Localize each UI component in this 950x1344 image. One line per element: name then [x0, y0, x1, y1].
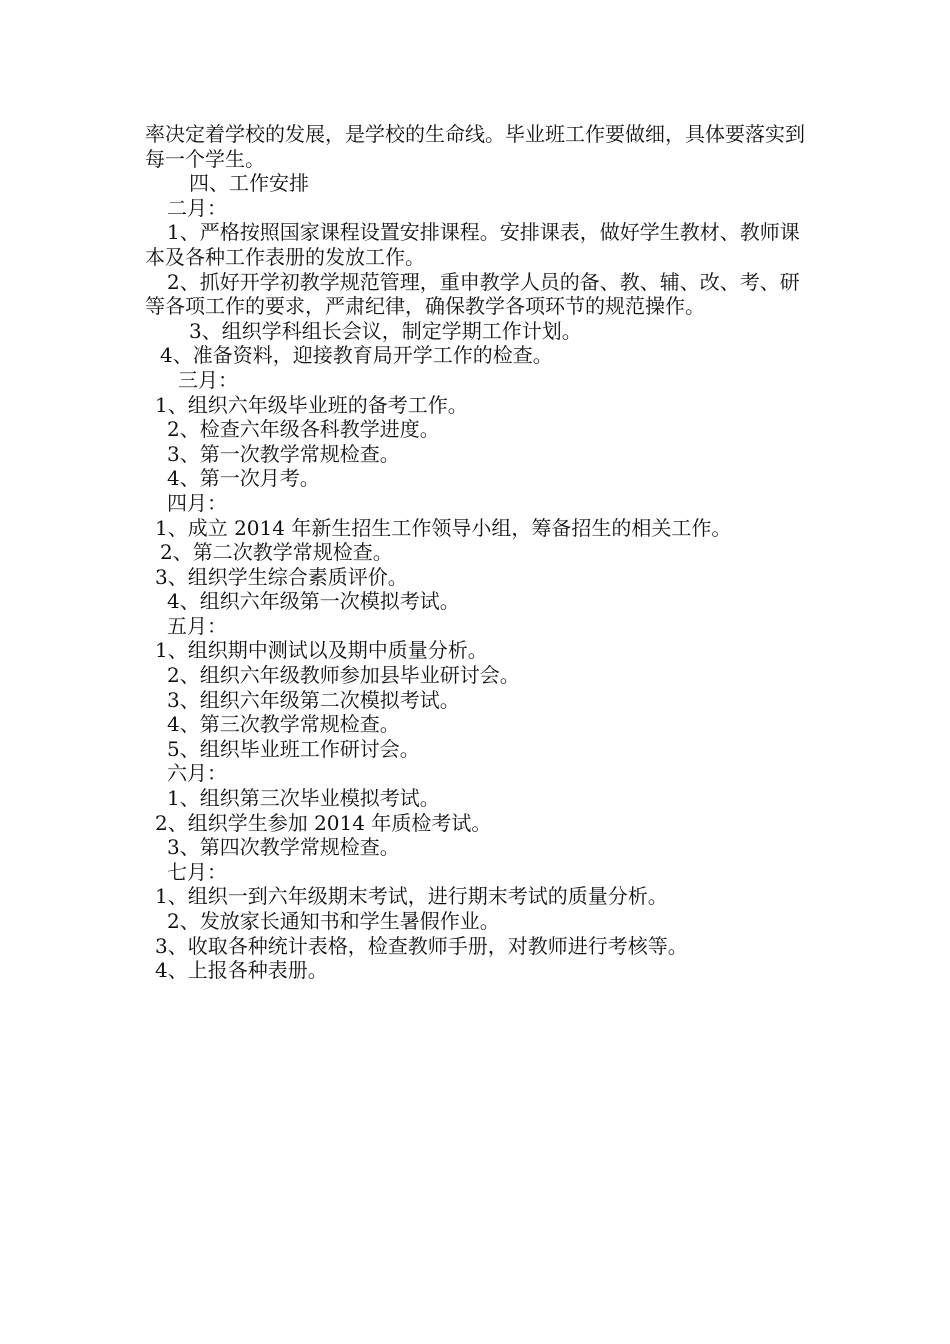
list-item: 4、第三次教学常规检查。 [167, 712, 400, 737]
list-item: 1、组织第三次毕业模拟考试。 [167, 786, 440, 811]
list-item: 3、收取各种统计表格，检查教师手册，对教师进行考核等。 [155, 933, 688, 958]
list-item: 3、组织六年级第二次模拟考试。 [167, 687, 460, 712]
month-label-mar: 三月： [178, 367, 238, 392]
intro-paragraph: 率决定着学校的发展，是学校的生命线。毕业班工作要做细，具体要落实到每一个学生。 [145, 122, 805, 171]
list-item: 1、组织期中测试以及期中质量分析。 [155, 638, 488, 663]
list-item: 1、组织六年级毕业班的备考工作。 [155, 392, 468, 417]
list-item: 1、组织一到六年级期末考试，进行期末考试的质量分析。 [155, 884, 668, 909]
list-item: 4、上报各种表册。 [155, 958, 328, 983]
list-item: 1、严格按照国家课程设置安排课程。安排课表，做好学生教材、教师课本及各种工作表册的发放工作。 [145, 220, 800, 269]
list-item: 5、组织毕业班工作研讨会。 [167, 736, 420, 761]
month-label-may: 五月： [167, 613, 227, 638]
month-label-jun: 六月： [167, 761, 227, 786]
list-item: 2、组织学生参加 2014 年质检考试。 [155, 810, 492, 835]
list-item: 2、检查六年级各科教学进度。 [167, 417, 440, 442]
month-label-feb: 二月： [167, 195, 227, 220]
list-item: 2、抓好开学初教学规范管理，重申教学人员的备、教、辅、改、考、研等各项工作的要求，严肃纪律，确保教学各项环节的规范操作。 [145, 269, 800, 319]
document-body [145, 122, 815, 983]
list-item: 4、第一次月考。 [167, 466, 320, 491]
list-item: 3、组织学科组长会议，制定学期工作计划。 [189, 318, 582, 343]
month-label-jul: 七月： [167, 859, 227, 884]
list-item: 2、第二次教学常规检查。 [160, 540, 393, 565]
list-item: 1、成立 2014 年新生招生工作领导小组，筹备招生的相关工作。 [155, 515, 732, 540]
list-item: 3、第一次教学常规检查。 [167, 441, 400, 466]
list-item: 2、发放家长通知书和学生暑假作业。 [167, 909, 500, 933]
section-heading: 四、工作安排 [189, 171, 309, 196]
list-item: 4、组织六年级第一次模拟考试。 [167, 589, 460, 614]
list-item: 2、组织六年级教师参加县毕业研讨会。 [167, 663, 520, 688]
list-item: 3、组织学生综合素质评价。 [155, 564, 408, 589]
list-item: 3、第四次教学常规检查。 [167, 835, 400, 860]
list-item: 4、准备资料，迎接教育局开学工作的检查。 [160, 343, 553, 368]
month-label-apr: 四月： [167, 490, 227, 515]
